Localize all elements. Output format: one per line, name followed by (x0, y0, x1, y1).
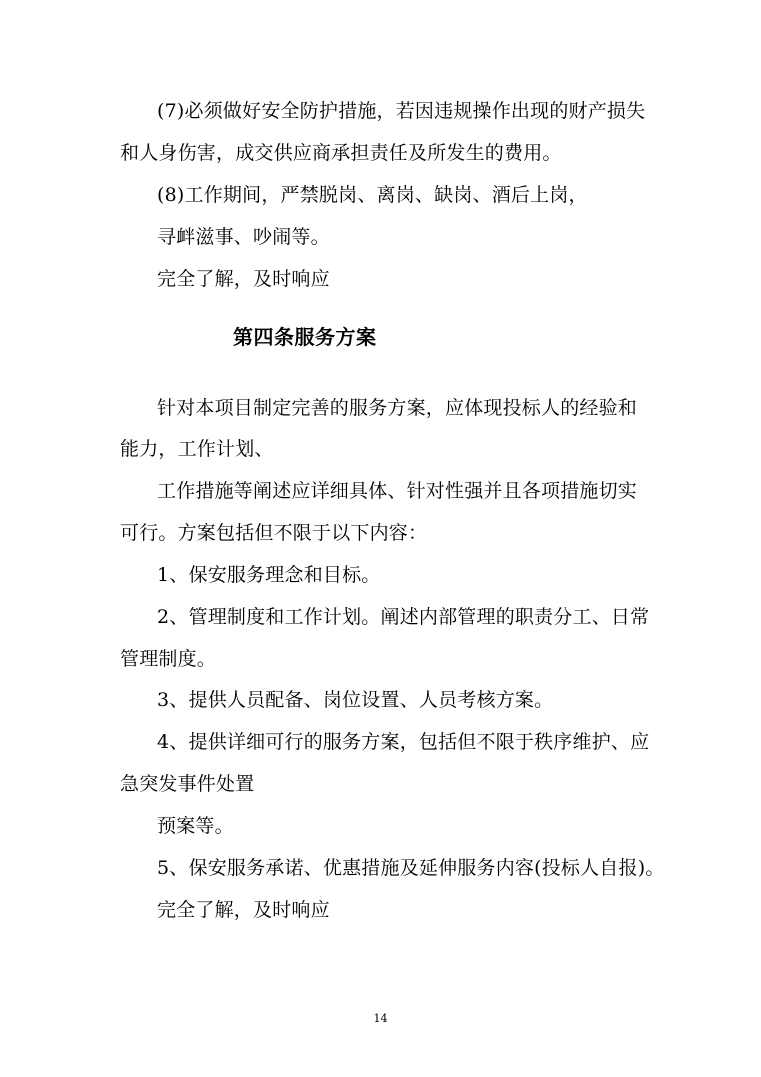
intro-line2: 能力，工作计划、 (120, 438, 274, 460)
page-number: 14 (373, 1012, 388, 1025)
list-item-3: 3、提供人员配备、岗位设置、人员考核方案。 (157, 689, 554, 711)
item8-line1: (8)工作期间，严禁脱岗、离岗、缺岗、酒后上岗， (157, 184, 588, 206)
list-item-4-line1: 4、提供详细可行的服务方案，包括但不限于秩序维护、应 (157, 731, 650, 753)
response-text-2: 完全了解，及时响应 (157, 899, 330, 921)
list-item-2-line2: 管理制度。 (120, 648, 217, 670)
item8-line2: 寻衅滋事、吵闹等。 (157, 226, 330, 248)
intro-line1: 针对本项目制定完善的服务方案，应体现投标人的经验和 (157, 397, 638, 419)
list-item-2-line1: 2、管理制度和工作计划。阐述内部管理的职责分工、日常 (157, 606, 650, 628)
item7-line2: 和人身伤害，成交供应商承担责任及所发生的费用。 (120, 142, 562, 164)
section-heading: 第四条服务方案 (233, 325, 377, 349)
item7-line1: (7)必须做好安全防护措施，若因违规操作出现的财产损失 (157, 100, 646, 122)
intro-line3: 工作措施等阐述应详细具体、针对性强并且各项措施切实 (157, 480, 638, 502)
intro-line4: 可行。方案包括但不限于以下内容： (120, 522, 428, 544)
response-text-1: 完全了解，及时响应 (157, 268, 330, 290)
list-item-5: 5、保安服务承诺、优惠措施及延伸服务内容(投标人自报)。 (157, 857, 665, 879)
list-item-4-line3: 预案等。 (157, 815, 234, 837)
list-item-1: 1、保安服务理念和目标。 (157, 564, 381, 586)
list-item-4-line2: 急突发事件处置 (120, 773, 255, 795)
